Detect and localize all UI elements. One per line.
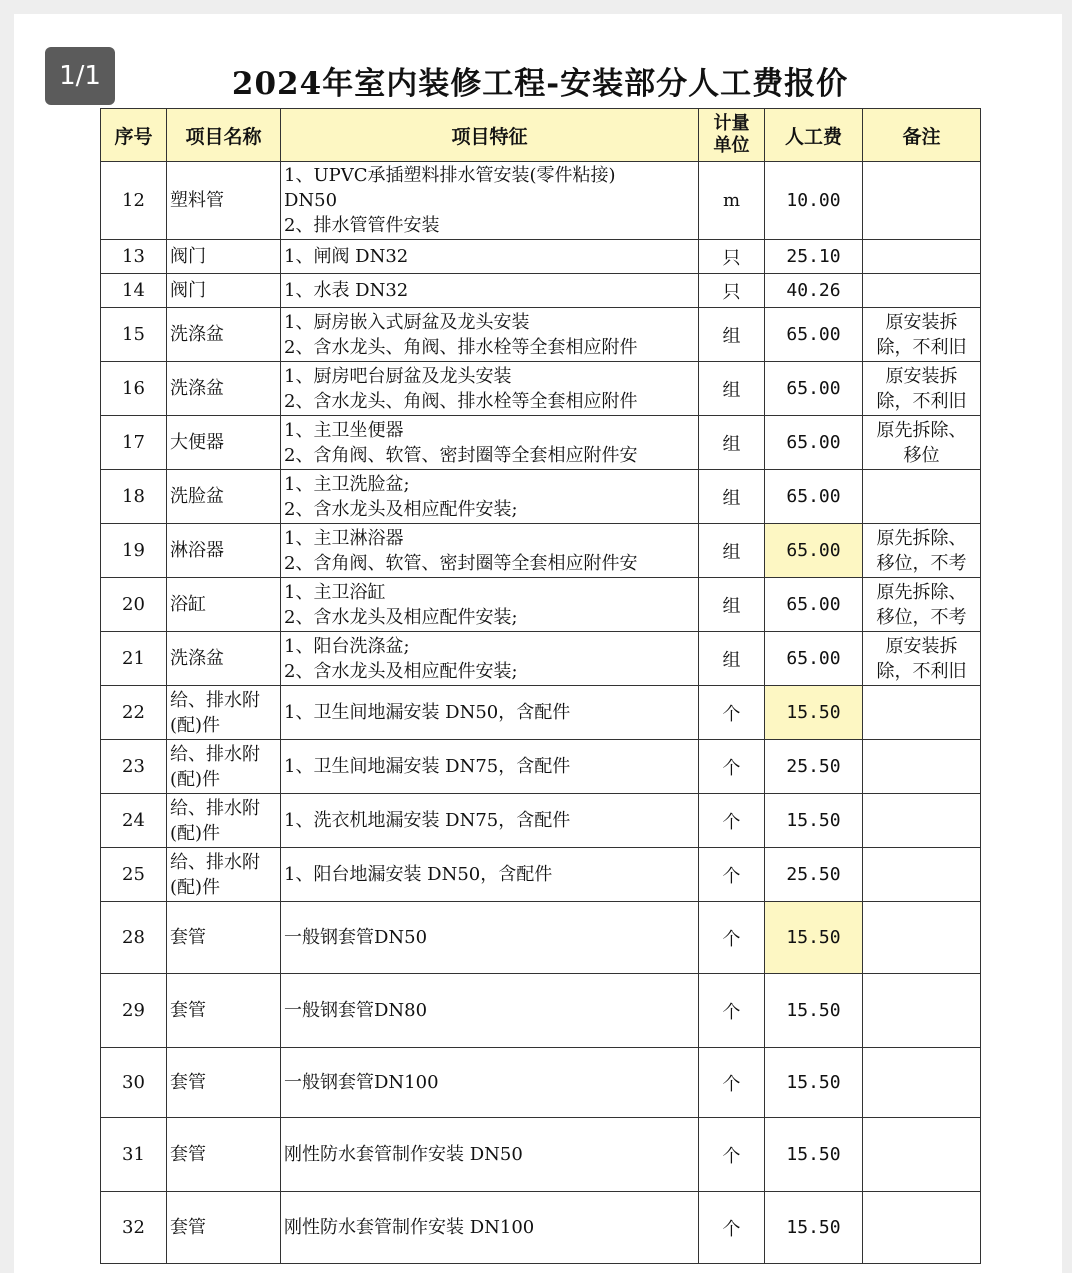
cell-remark [863, 740, 981, 794]
table-row [101, 632, 981, 686]
cell-unit: 组 [699, 578, 765, 632]
cell-labor-cost: 65.00 [765, 524, 863, 578]
cell-serial: 14 [101, 274, 167, 308]
cell-item-name [167, 308, 281, 362]
cell-unit: 个 [699, 686, 765, 740]
table-row [101, 974, 981, 1048]
cell-remark [863, 470, 981, 524]
item-name-line: (配)件 [170, 876, 221, 898]
cell-remark [863, 362, 981, 416]
header-serial: 序号 [101, 109, 167, 162]
cell-remark [863, 1192, 981, 1264]
item-feature-line: 1、卫生间地漏安装 DN75，含配件 [284, 756, 571, 777]
cell-unit: 个 [699, 902, 765, 974]
cell-labor-cost: 10.00 [765, 162, 863, 240]
cell-serial: 31 [101, 1118, 167, 1192]
item-name-line: 浴缸 [170, 594, 206, 615]
table-body [101, 162, 981, 1264]
item-feature-line: 2、含水龙头、角阀、排水栓等全套相应附件 [284, 336, 638, 358]
cell-serial: 29 [101, 974, 167, 1048]
cell-item-feature [281, 1192, 699, 1264]
table-row [101, 1118, 981, 1192]
cell-item-name [167, 1048, 281, 1118]
cell-item-feature [281, 848, 699, 902]
header-unit-line: 计量 [713, 113, 750, 134]
cell-labor-cost: 40.26 [765, 274, 863, 308]
cell-item-name [167, 632, 281, 686]
cell-unit: 个 [699, 1048, 765, 1118]
cell-serial: 20 [101, 578, 167, 632]
cell-remark [863, 308, 981, 362]
table-row [101, 686, 981, 740]
item-feature-line: 1、卫生间地漏安装 DN50，含配件 [284, 702, 571, 723]
cell-serial: 13 [101, 240, 167, 274]
cell-serial: 17 [101, 416, 167, 470]
cell-item-feature [281, 416, 699, 470]
table-row [101, 416, 981, 470]
item-feature-line: 刚性防水套管制作安装 DN100 [284, 1217, 535, 1238]
item-name-line: 给、排水附 [170, 689, 260, 711]
cell-labor-cost: 65.00 [765, 416, 863, 470]
cell-labor-cost: 65.00 [765, 308, 863, 362]
cell-labor-cost: 15.50 [765, 902, 863, 974]
cell-item-feature [281, 240, 699, 274]
cell-item-name [167, 524, 281, 578]
remark-line: 除，不利旧 [876, 660, 967, 682]
cell-remark [863, 902, 981, 974]
item-feature-line: 2、含水龙头、角阀、排水栓等全套相应附件 [284, 390, 638, 412]
item-name-line: 洗涤盆 [170, 648, 224, 669]
cell-item-name [167, 848, 281, 902]
item-name-line: 塑料管 [170, 190, 224, 211]
cell-item-name [167, 578, 281, 632]
cell-item-feature [281, 740, 699, 794]
cell-unit: 个 [699, 740, 765, 794]
cell-unit: 个 [699, 1192, 765, 1264]
cell-item-feature [281, 632, 699, 686]
cell-serial: 30 [101, 1048, 167, 1118]
item-feature-line: 2、含角阀、软管、密封圈等全套相应附件安 [284, 444, 638, 466]
cell-item-name [167, 686, 281, 740]
item-feature-line: 2、含水龙头及相应配件安装; [284, 660, 518, 682]
cell-item-name [167, 416, 281, 470]
cell-item-feature [281, 162, 699, 240]
cell-labor-cost: 15.50 [765, 686, 863, 740]
cell-remark [863, 162, 981, 240]
cell-remark [863, 974, 981, 1048]
item-name-line: 套管 [170, 1217, 206, 1238]
cell-remark [863, 794, 981, 848]
cell-unit: 组 [699, 470, 765, 524]
table-row [101, 470, 981, 524]
page-indicator: 1/1 [45, 47, 115, 105]
item-feature-line: 刚性防水套管制作安装 DN50 [284, 1144, 523, 1165]
table-row [101, 740, 981, 794]
item-name-line: 给、排水附 [170, 797, 260, 819]
remark-line: 移位，不考 [876, 606, 967, 628]
table-row [101, 1192, 981, 1264]
item-name-line: 淋浴器 [170, 540, 224, 561]
cell-remark [863, 416, 981, 470]
cell-remark [863, 686, 981, 740]
cell-remark [863, 1118, 981, 1192]
item-name-line: 阀门 [170, 246, 206, 267]
remark-line: 除，不利旧 [876, 390, 967, 412]
cell-serial: 15 [101, 308, 167, 362]
remark-line: 原安装拆 [885, 635, 958, 657]
cell-item-name [167, 1192, 281, 1264]
cell-serial: 32 [101, 1192, 167, 1264]
cell-labor-cost: 15.50 [765, 1118, 863, 1192]
item-feature-line: 1、厨房嵌入式厨盆及龙头安装 [284, 311, 530, 333]
cell-item-feature [281, 308, 699, 362]
item-feature-line: 1、主卫坐便器 [284, 419, 404, 441]
cell-labor-cost: 65.00 [765, 362, 863, 416]
cell-labor-cost: 15.50 [765, 1192, 863, 1264]
item-feature-line: 1、UPVC承插塑料排水管安装(零件粘接) [284, 165, 616, 186]
item-name-line: 阀门 [170, 280, 206, 301]
table-row [101, 848, 981, 902]
header-unit [699, 109, 765, 162]
cell-labor-cost: 15.50 [765, 794, 863, 848]
cell-labor-cost: 15.50 [765, 1048, 863, 1118]
cell-item-name [167, 902, 281, 974]
item-name-line: 套管 [170, 1000, 206, 1021]
cell-labor-cost: 25.50 [765, 848, 863, 902]
cell-item-name [167, 470, 281, 524]
price-table [100, 108, 981, 1264]
cell-remark [863, 632, 981, 686]
item-name-line: 套管 [170, 1072, 206, 1093]
cell-labor-cost: 65.00 [765, 578, 863, 632]
item-name-line: 套管 [170, 1144, 206, 1165]
item-feature-line: 2、含角阀、软管、密封圈等全套相应附件安 [284, 552, 638, 574]
item-feature-line: 一般钢套管DN80 [284, 1000, 428, 1021]
cell-item-feature [281, 524, 699, 578]
cell-unit: 只 [699, 274, 765, 308]
cell-item-name [167, 740, 281, 794]
item-feature-line: 1、阳台洗涤盆; [284, 635, 410, 657]
remark-line: 原先拆除、 [876, 581, 967, 603]
cell-labor-cost: 25.10 [765, 240, 863, 274]
item-feature-line: 1、厨房吧台厨盆及龙头安装 [284, 365, 512, 387]
item-feature-line: 1、闸阀 DN32 [284, 246, 409, 267]
item-feature-line: DN50 [284, 190, 338, 211]
cell-item-name [167, 240, 281, 274]
item-feature-line: 1、水表 DN32 [284, 280, 409, 301]
cell-unit: 组 [699, 308, 765, 362]
item-feature-line: 1、主卫淋浴器 [284, 527, 404, 549]
item-feature-line: 2、含水龙头及相应配件安装; [284, 498, 518, 520]
item-name-line: 洗涤盆 [170, 378, 224, 399]
table-row [101, 1048, 981, 1118]
table-row [101, 162, 981, 240]
header-remark: 备注 [863, 109, 981, 162]
header-item-name: 项目名称 [167, 109, 281, 162]
remark-line: 除，不利旧 [876, 336, 967, 358]
item-name-line: 给、排水附 [170, 743, 260, 765]
item-feature-line: 1、洗衣机地漏安装 DN75，含配件 [284, 810, 571, 831]
cell-unit: 个 [699, 794, 765, 848]
item-feature-line: 一般钢套管DN50 [284, 927, 428, 948]
cell-labor-cost: 25.50 [765, 740, 863, 794]
cell-item-feature [281, 1048, 699, 1118]
remark-line: 原安装拆 [885, 311, 958, 333]
remark-line: 原安装拆 [885, 365, 958, 387]
header-item-feature: 项目特征 [281, 109, 699, 162]
cell-item-name [167, 274, 281, 308]
table-row [101, 240, 981, 274]
header-unit-line: 单位 [713, 135, 750, 156]
item-feature-line: 1、主卫浴缸 [284, 581, 386, 603]
cell-item-name [167, 794, 281, 848]
remark-line: 移位 [903, 444, 940, 466]
cell-unit: 组 [699, 524, 765, 578]
cell-serial: 25 [101, 848, 167, 902]
table-row [101, 274, 981, 308]
table-row [101, 794, 981, 848]
cell-serial: 19 [101, 524, 167, 578]
table-header-row [101, 109, 981, 162]
item-feature-line: 1、阳台地漏安装 DN50，含配件 [284, 864, 553, 885]
cell-item-name [167, 974, 281, 1048]
cell-item-feature [281, 362, 699, 416]
table-row [101, 524, 981, 578]
table-row [101, 902, 981, 974]
cell-remark [863, 848, 981, 902]
cell-serial: 23 [101, 740, 167, 794]
cell-remark [863, 578, 981, 632]
cell-unit: 组 [699, 416, 765, 470]
cell-unit: 只 [699, 240, 765, 274]
item-feature-line: 2、含水龙头及相应配件安装; [284, 606, 518, 628]
item-feature-line: 2、排水管管件安装 [284, 215, 440, 236]
item-name-line: 洗涤盆 [170, 324, 224, 345]
cell-unit: 组 [699, 632, 765, 686]
cell-serial: 18 [101, 470, 167, 524]
item-feature-line: 一般钢套管DN100 [284, 1072, 439, 1093]
item-feature-line: 1、主卫洗脸盆; [284, 473, 410, 495]
cell-serial: 21 [101, 632, 167, 686]
remark-line: 原先拆除、 [876, 527, 967, 549]
header-labor-cost: 人工费 [765, 109, 863, 162]
cell-remark [863, 524, 981, 578]
document-title: 2024年室内装修工程-安装部分人工费报价 [231, 66, 849, 102]
table-row [101, 578, 981, 632]
cell-serial: 24 [101, 794, 167, 848]
item-name-line: 洗脸盆 [170, 486, 224, 507]
cell-item-name [167, 1118, 281, 1192]
cell-item-feature [281, 578, 699, 632]
cell-labor-cost: 15.50 [765, 974, 863, 1048]
remark-line: 移位，不考 [876, 552, 967, 574]
cell-item-name [167, 362, 281, 416]
remark-line: 原先拆除、 [876, 419, 967, 441]
item-name-line: (配)件 [170, 822, 221, 844]
cell-labor-cost: 65.00 [765, 632, 863, 686]
cell-item-feature [281, 902, 699, 974]
cell-unit: m [699, 162, 765, 240]
cell-serial: 16 [101, 362, 167, 416]
cell-item-feature [281, 274, 699, 308]
item-name-line: (配)件 [170, 714, 221, 736]
table-row [101, 362, 981, 416]
cell-item-feature [281, 470, 699, 524]
cell-item-feature [281, 794, 699, 848]
cell-item-feature [281, 686, 699, 740]
cell-item-feature [281, 1118, 699, 1192]
cell-item-feature [281, 974, 699, 1048]
cell-remark [863, 1048, 981, 1118]
cell-unit: 组 [699, 362, 765, 416]
cell-unit: 个 [699, 974, 765, 1048]
cell-serial: 28 [101, 902, 167, 974]
table-row [101, 308, 981, 362]
cell-remark [863, 274, 981, 308]
cell-remark [863, 240, 981, 274]
cell-serial: 12 [101, 162, 167, 240]
cell-unit: 个 [699, 1118, 765, 1192]
cell-serial: 22 [101, 686, 167, 740]
cell-item-name [167, 162, 281, 240]
cell-unit: 个 [699, 848, 765, 902]
item-name-line: 大便器 [170, 432, 224, 453]
item-name-line: 套管 [170, 927, 206, 948]
item-name-line: 给、排水附 [170, 851, 260, 873]
item-name-line: (配)件 [170, 768, 221, 790]
cell-labor-cost: 65.00 [765, 470, 863, 524]
